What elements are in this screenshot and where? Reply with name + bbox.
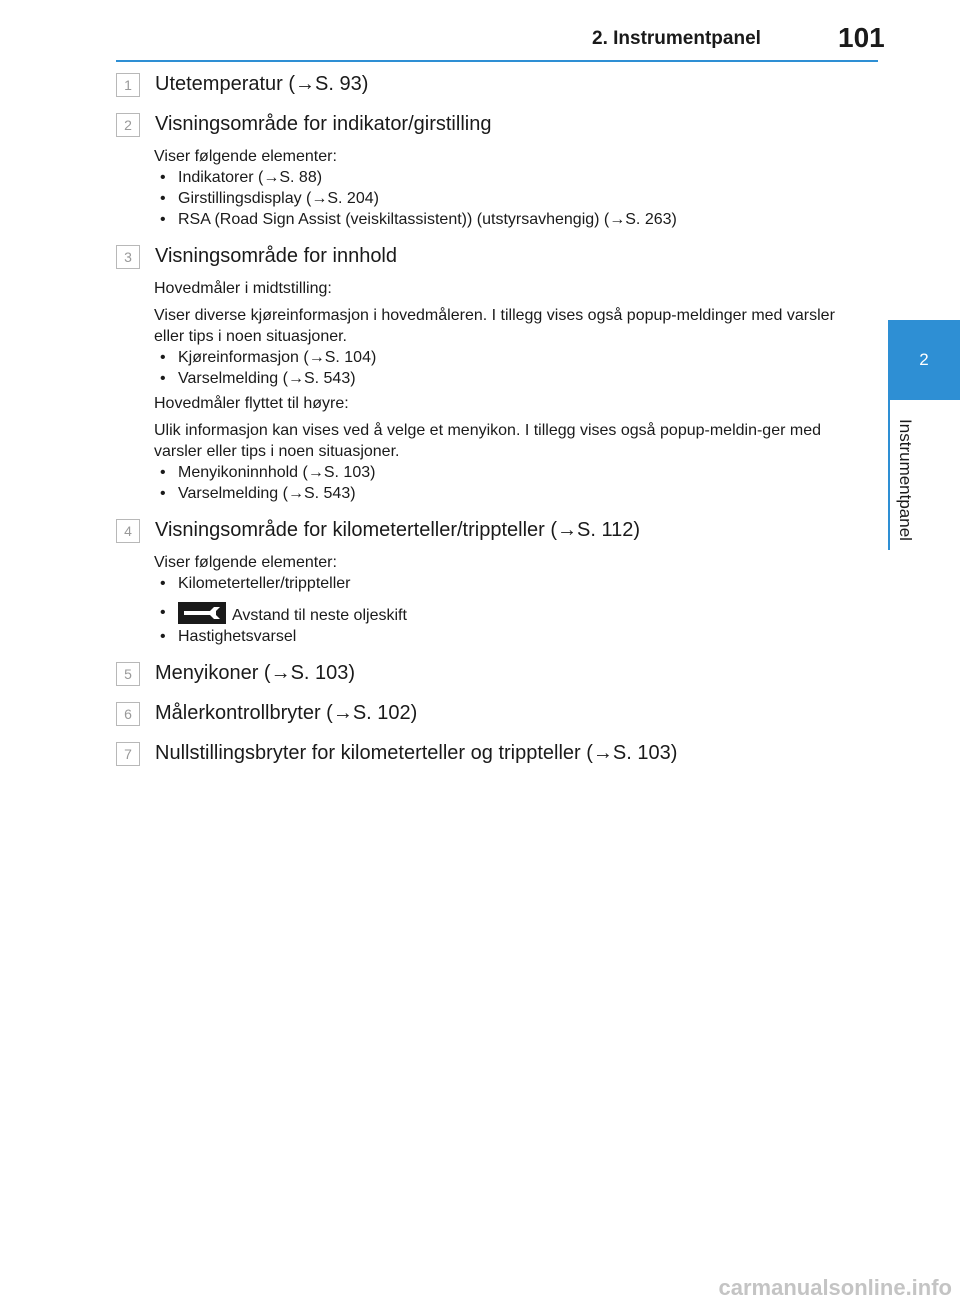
item-number: 6 — [116, 702, 140, 726]
item-title: Visningsområde for kilometerteller/trippteller (→S. 112) — [155, 519, 641, 541]
chapter-number: 2 — [919, 350, 929, 369]
list-item: • RSA (Road Sign Assist (veiskiltassistent)) (utstyrsavhengig) (→S. 263) — [154, 209, 846, 230]
paragraph: Hovedmåler flyttet til høyre: — [154, 395, 349, 412]
item-title: Visningsområde for indikator/girstilling — [155, 113, 492, 135]
item-number: 1 — [116, 73, 140, 97]
list-item: • Menyikoninnhold (→S. 103) — [154, 462, 846, 483]
list-item: • Indikatorer (→S. 88) — [154, 167, 846, 188]
list-item: • Kjøreinformasjon (→S. 104) — [154, 347, 846, 368]
item-number: 7 — [116, 742, 140, 766]
item-title: Utetemperatur (→S. 93) — [155, 73, 369, 95]
item-number: 2 — [116, 113, 140, 137]
header-divider — [116, 60, 878, 62]
content — [116, 70, 846, 779]
item-number: 3 — [116, 245, 140, 269]
item-title: Menyikoner (→S. 103) — [155, 662, 356, 684]
item-intro: Viser følgende elementer: — [154, 148, 337, 165]
item-number: 5 — [116, 662, 140, 686]
list-item: • Varselmelding (→S. 543) — [154, 368, 846, 389]
oil-change-label: Avstand til neste oljeskift — [232, 607, 407, 624]
item-1 — [116, 70, 846, 98]
wrench-icon — [178, 602, 226, 624]
paragraph: Hovedmåler i midtstilling: — [154, 280, 332, 297]
item-6 — [116, 699, 846, 727]
item-title: Nullstillingsbryter for kilometerteller og trippteller (→S. 103) — [155, 742, 678, 764]
item-number: 4 — [116, 519, 140, 543]
paragraph: Viser diverse kjøreinformasjon i hovedmåleren. I tillegg vises også popup-meldinger med varsler eller tips i noen situasjoner. — [154, 307, 835, 345]
item-intro: Viser følgende elementer: — [154, 554, 337, 571]
item-3 — [116, 242, 846, 504]
list-item: • Varselmelding (→S. 543) — [154, 483, 846, 504]
list-item: • Kilometerteller/trippteller — [154, 573, 846, 594]
item-title: Visningsområde for innhold — [155, 245, 398, 267]
page-number: 101 — [838, 22, 885, 53]
chapter-tab[interactable] — [888, 320, 960, 400]
list-item: • Girstillingsdisplay (→S. 204) — [154, 188, 846, 209]
item-title: Målerkontrollbryter (→S. 102) — [155, 702, 418, 724]
item-2 — [116, 110, 846, 230]
watermark: carmanualsonline.info — [718, 1275, 952, 1300]
side-divider — [888, 400, 890, 550]
item-4 — [116, 516, 846, 647]
list-item: • Hastighetsvarsel — [154, 626, 846, 647]
list-item — [154, 602, 846, 626]
item-5 — [116, 659, 846, 687]
section-title: 2. Instrumentpanel — [592, 28, 761, 49]
item-7 — [116, 739, 846, 767]
chapter-label: Instrumentpanel — [896, 419, 915, 541]
paragraph: Ulik informasjon kan vises ved å velge et menyikon. I tillegg vises også popup-meldin-ger med varsler eller tips i noen situasjoner. — [154, 422, 821, 460]
